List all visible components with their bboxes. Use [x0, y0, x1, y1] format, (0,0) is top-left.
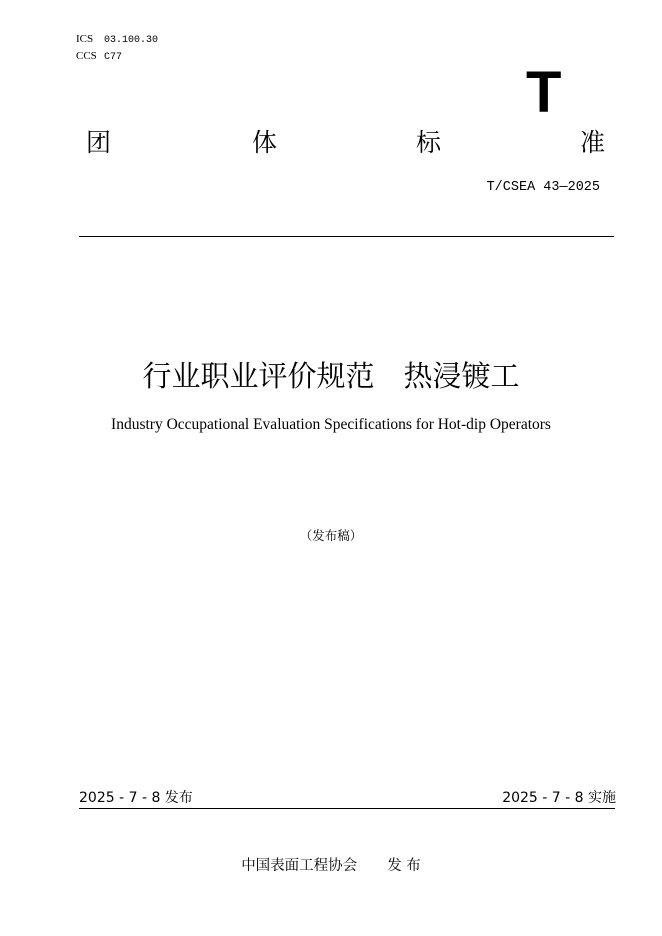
document-title-en: Industry Occupational Evaluation Specifications for Hot-dip Operators — [111, 416, 551, 433]
publish-action: 发 布 — [387, 858, 421, 874]
publish-date: 2025 - 7 - 8 发布 — [79, 790, 193, 806]
standard-code: T/CSEA 43—2025 — [486, 180, 600, 195]
ics-line — [76, 33, 158, 47]
publisher-name: 中国表面工程协会 — [241, 858, 358, 874]
implement-date: 2025 - 7 - 8 实施 — [502, 790, 616, 806]
publisher-line — [0, 854, 662, 875]
ics-value: 03.100.30 — [104, 35, 159, 46]
ccs-value: C77 — [104, 52, 123, 63]
std-type-char-1: 团 — [86, 128, 112, 157]
draft-status: （发布稿） — [299, 528, 363, 543]
document-title-zh: 行业职业评价规范 热浸镀工 — [142, 359, 520, 393]
ccs-line — [76, 50, 122, 64]
std-type-char-2: 体 — [252, 128, 278, 157]
std-type-char-3: 标 — [416, 128, 442, 157]
ccs-label: CCS — [76, 50, 97, 62]
ics-label: ICS — [76, 33, 94, 45]
header-divider — [79, 236, 614, 237]
standard-category-letter: T — [526, 60, 562, 125]
footer-divider — [79, 808, 615, 809]
std-type-char-4: 准 — [580, 128, 606, 157]
